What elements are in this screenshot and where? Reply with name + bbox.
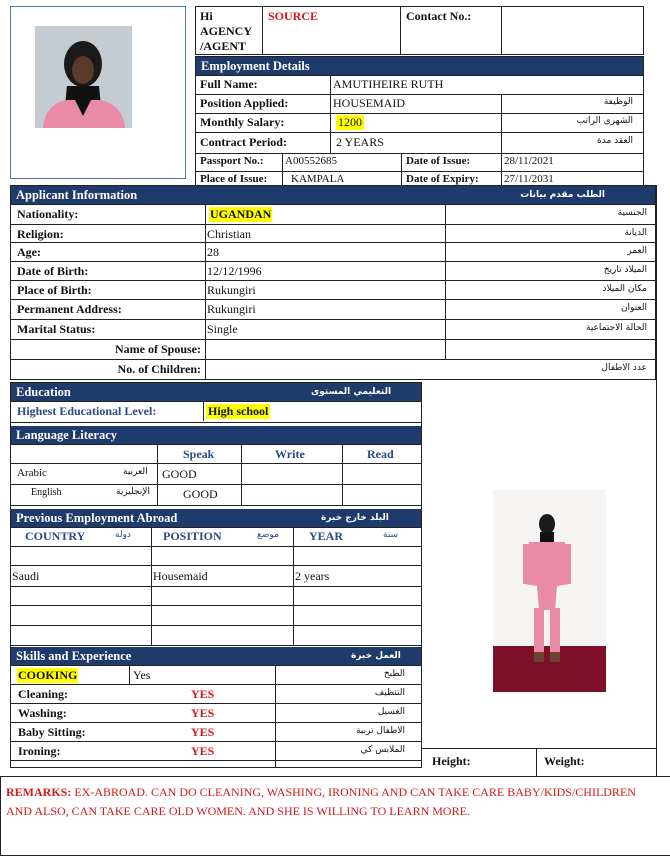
- previous-position-arabic: موضع: [257, 530, 279, 540]
- applicant-row-label: Name of Spouse:: [115, 342, 201, 356]
- skill-row-label: Ironing:: [18, 744, 61, 758]
- lower-left-column: [10, 382, 422, 768]
- contract-value: 2 YEARS: [336, 135, 384, 149]
- education-title-arabic: التعليمي المستوى: [311, 387, 392, 397]
- employment-details-title: Employment Details: [196, 57, 643, 75]
- skill-row-value: YES: [191, 725, 215, 739]
- remarks-text: EX-ABROAD. CAN DO CLEANING, WASHING, IRONING AND CAN TAKE CARE BABY/KIDS/CHILDREN AND ALSO, CAN TAKE CARE OLD WOMEN. AND SHE IS WILLING TO LEARN MORE.: [6, 785, 636, 818]
- applicant-row-value: 28: [207, 245, 219, 259]
- skill-row-arabic: الأطفال تربية: [355, 726, 405, 736]
- applicant-row-arabic: العمر: [627, 246, 647, 256]
- language-speak-header: Speak: [183, 447, 215, 461]
- skill-row-value: YES: [191, 687, 215, 701]
- skills-title-arabic: العمل خبرة: [351, 651, 401, 661]
- weight-label: Weight:: [544, 754, 585, 768]
- language-read-header: Read: [367, 447, 394, 461]
- issue-place-label: Place of Issue:: [200, 173, 268, 185]
- applicant-row-value: Rukungiri: [207, 302, 256, 316]
- passport-value: A00552685: [285, 155, 337, 167]
- applicant-row-label: Age:: [17, 245, 41, 259]
- passport-label: Passport No.:: [200, 155, 264, 167]
- full-name-value: AMUTIHEIRE RUTH: [333, 77, 444, 91]
- applicant-row-label: Place of Birth:: [17, 283, 92, 297]
- skill-row-label: Cleaning:: [18, 687, 69, 701]
- applicant-row-value: Single: [207, 322, 238, 336]
- position-arabic: الوظيفة: [603, 97, 633, 107]
- applicant-row-arabic: الديانة: [624, 228, 647, 238]
- education-title-text: Education: [16, 385, 71, 399]
- contract-label: Contract Period:: [200, 135, 287, 149]
- previous-year-header: YEAR: [309, 529, 344, 543]
- portrait-photo: [35, 26, 132, 128]
- applicant-row-arabic: عدد الاطفال: [601, 363, 647, 373]
- applicant-row-arabic: الحالة الاجتماعية: [586, 323, 647, 333]
- previous-employment-title-text: Previous Employment Abroad: [16, 511, 178, 525]
- applicant-row-label: Religion:: [17, 227, 64, 241]
- applicant-row-arabic: مكان الميلاد: [602, 284, 647, 294]
- language-english-label: English: [31, 487, 62, 498]
- previous-country-header: COUNTRY: [25, 529, 86, 543]
- applicant-row-label: Nationality:: [17, 207, 79, 221]
- education-title: [11, 383, 421, 401]
- position-value: HOUSEMAID: [333, 96, 405, 110]
- applicant-row-arabic: الميلاد تاريخ: [603, 265, 647, 275]
- portrait-photo-frame: [10, 6, 186, 179]
- previous-row-country: Saudi: [12, 569, 40, 583]
- full-body-photo: [493, 490, 606, 692]
- salary-label: Monthly Salary:: [200, 115, 285, 129]
- skill-row-label: COOKING: [18, 668, 78, 682]
- skill-row-arabic: التنظيف: [374, 688, 405, 698]
- education-level-label: Highest Educational Level:: [17, 404, 157, 418]
- remarks-block: [6, 783, 656, 821]
- language-english-speak: GOOD: [183, 487, 218, 501]
- language-english-ar: الإنجليزية: [116, 487, 150, 497]
- applicant-row-value: UGANDAN: [210, 207, 272, 221]
- agency-label: Hi AGENCY /AGENT: [200, 9, 252, 53]
- issue-date-value: 28/11/2021: [504, 155, 554, 167]
- salary-value: 1200: [338, 115, 362, 129]
- skill-row-value: YES: [191, 706, 215, 720]
- previous-row-position: Housemaid: [153, 569, 208, 583]
- previous-country-arabic: دولة: [115, 530, 131, 540]
- skill-row-value: YES: [191, 744, 215, 758]
- language-arabic-speak: GOOD: [162, 467, 197, 481]
- skill-row-arabic: الملابس كي: [360, 745, 405, 755]
- full-name-label: Full Name:: [200, 77, 258, 91]
- contact-label: Contact No.:: [406, 9, 472, 23]
- previous-employment-title: [11, 509, 421, 527]
- employment-details-section: [195, 56, 644, 188]
- skills-title-text: Skills and Experience: [16, 649, 132, 663]
- skill-row-arabic: الغسيل: [377, 707, 405, 717]
- expiry-value: 27/11/2031: [504, 173, 554, 185]
- applicant-info-section: [10, 185, 656, 380]
- issue-place-value: KAMPALA: [291, 173, 345, 185]
- contract-arabic: العقد مدة: [597, 136, 633, 146]
- applicant-info-title-text: Applicant Information: [16, 188, 138, 202]
- education-level-value: High school: [208, 404, 269, 418]
- previous-position-header: POSITION: [163, 529, 222, 543]
- applicant-row-label: Marital Status:: [17, 322, 96, 336]
- applicant-row-value: Christian: [207, 227, 251, 241]
- applicant-row-arabic: العنوان: [620, 303, 647, 313]
- language-arabic-ar: العربية: [123, 467, 148, 477]
- applicant-row-arabic: الجنسية: [617, 208, 647, 218]
- language-title: Language Literacy: [11, 426, 421, 444]
- applicant-info-title-arabic: الطلب مقدم بيانات: [520, 190, 605, 200]
- expiry-label: Date of Expiry:: [406, 173, 479, 185]
- applicant-row-value: Rukungiri: [207, 283, 256, 297]
- issue-date-label: Date of Issue:: [406, 155, 471, 167]
- previous-year-arabic: سنة: [383, 530, 399, 540]
- applicant-row-label: Permanent Address:: [17, 302, 122, 316]
- skill-row-arabic: الطبخ: [383, 669, 405, 679]
- language-arabic-label: Arabic: [17, 467, 47, 479]
- agency-header-table: [195, 6, 644, 55]
- remarks-label: REMARKS:: [6, 785, 72, 799]
- language-write-header: Write: [275, 447, 305, 461]
- previous-employment-title-arabic: البلد خارج خبرة: [321, 513, 389, 523]
- position-label: Position Applied:: [200, 96, 289, 110]
- source-label: SOURCE: [268, 9, 319, 23]
- applicant-row-value: 12/12/1996: [207, 264, 262, 278]
- height-label: Height:: [432, 754, 471, 768]
- skill-row-label: Washing:: [18, 706, 67, 720]
- applicant-row-label: Date of Birth:: [17, 264, 89, 278]
- skill-row-label: Baby Sitting:: [18, 725, 86, 739]
- salary-arabic: الشهري الراتب: [576, 116, 633, 126]
- skill-row-value: Yes: [133, 668, 151, 682]
- skills-title: [11, 647, 421, 665]
- applicant-info-title: [11, 186, 655, 204]
- previous-row-year: 2 years: [295, 569, 330, 583]
- applicant-row-label: No. of Children:: [117, 362, 201, 376]
- lower-right-column: [422, 382, 656, 776]
